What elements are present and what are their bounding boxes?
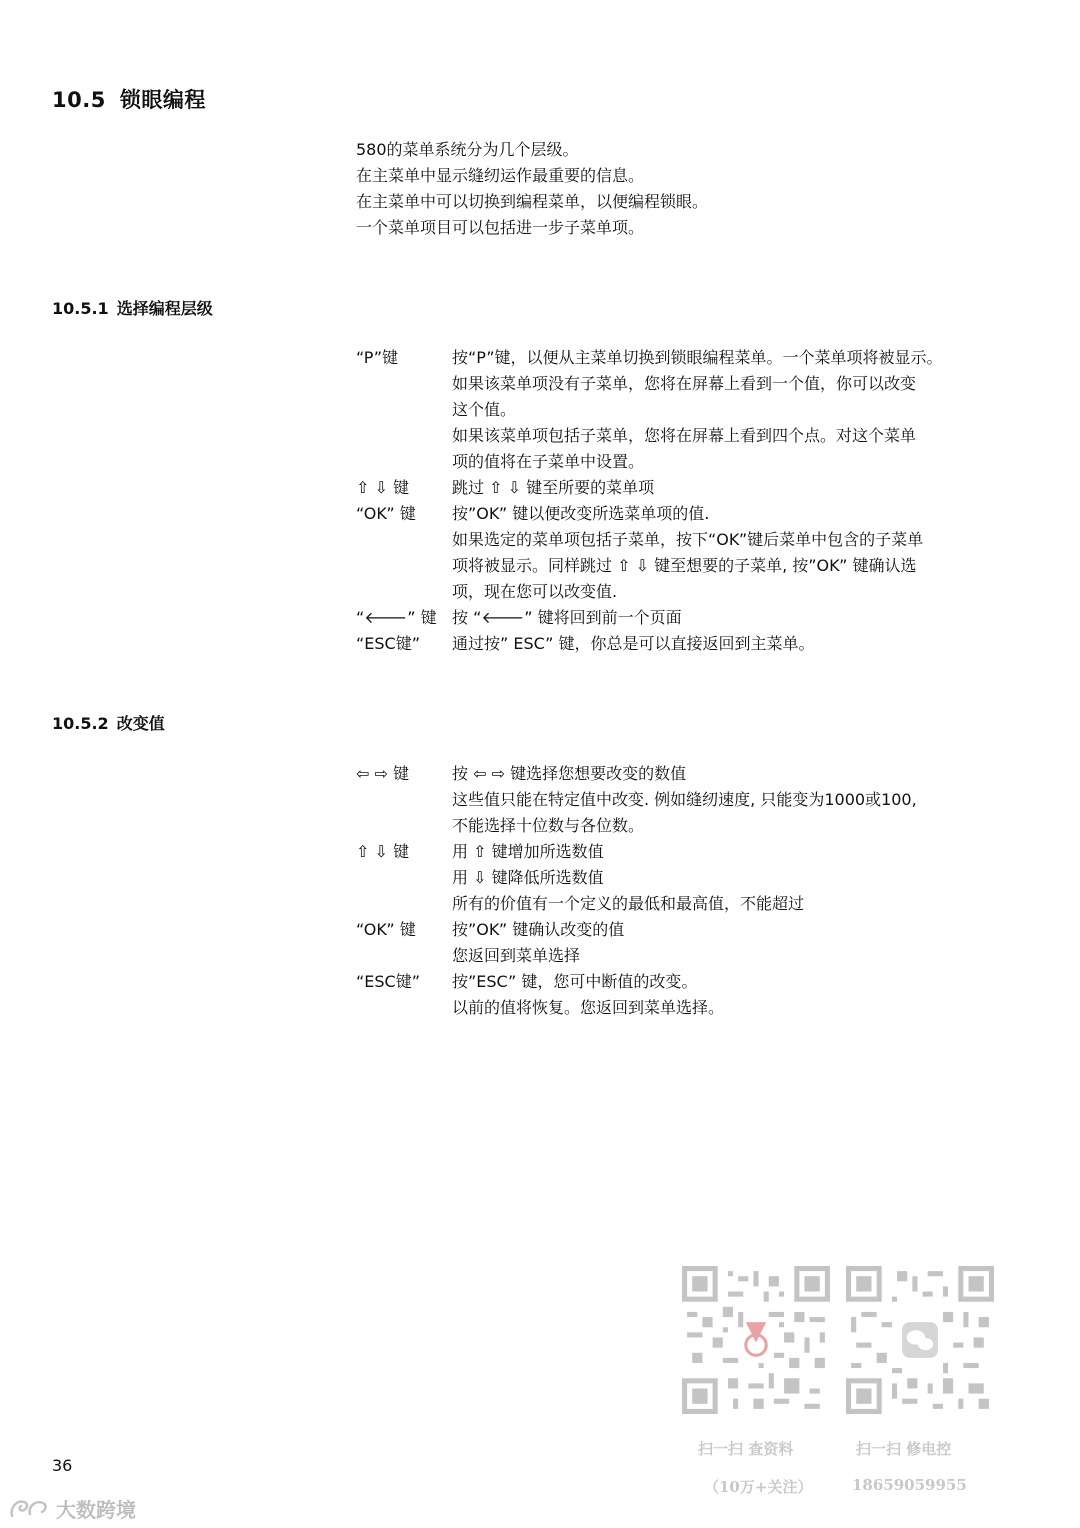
description-line: 这些值只能在特定值中改变. 例如缝纫速度, 只能变为1000或100, [452,790,917,809]
subsection-title: 改变值 [116,714,165,733]
intro-line: 一个菜单项目可以包括进一步子菜单项。 [356,218,645,237]
qr-right-phone: 18659059955 [852,1476,967,1494]
description-line: 用 ⇧ 键增加所选数值 [452,842,604,861]
key-label: “🡐” 键 [356,608,437,627]
key-row [356,761,996,839]
description-line: 这个值。 [452,400,517,419]
subsection-heading-2 [52,711,165,734]
key-row [356,605,996,631]
key-label: “OK” 键 [356,504,416,523]
watermark-text: 大数跨境 [56,1498,136,1522]
description-line: 项将被显示。同样跳过 ⇧ ⇩ 键至想要的子菜单, 按”OK” 键确认选 [452,556,917,575]
key-description [452,761,996,839]
description-line: 通过按” ESC” 键，你总是可以直接返回到主菜单。 [452,634,815,653]
key-row [356,839,996,917]
description-line: 按“P”键，以便从主菜单切换到锁眼编程菜单。一个菜单项将被显示。 [452,348,943,367]
qr-right-caption: 扫一扫 修电控 [856,1440,952,1458]
qr-code-left [682,1266,830,1414]
description-line: 您返回到菜单选择 [452,946,581,965]
key-description [452,969,996,1021]
key-table-1 [356,345,996,657]
key-row [356,917,996,969]
description-line: 如果该菜单项没有子菜单，您将在屏幕上看到一个值，你可以改变 [452,374,917,393]
key-description [452,917,996,969]
key-row [356,969,996,1021]
subsection-number: 10.5.2 [52,714,109,733]
watermark-logo-icon [8,1496,50,1522]
intro-line: 580的菜单系统分为几个层级。 [356,140,579,159]
key-description [452,839,996,917]
subsection-title: 选择编程层级 [116,299,213,318]
page-number: 36 [52,1456,73,1475]
qr-code-icon [682,1266,830,1414]
section-number: 10.5 [52,88,106,112]
qr-left-subcaption: （10万+关注） [704,1478,813,1496]
key-label: “ESC键” [356,634,421,653]
key-description [452,605,996,631]
subsection-heading-1 [52,296,213,319]
key-description [452,475,996,501]
description-line: 按”OK” 键确认改变的值 [452,920,625,939]
description-line: 跳过 ⇧ ⇩ 键至所要的菜单项 [452,478,655,497]
key-description [452,501,996,605]
key-label: ⇧ ⇩ 键 [356,842,409,861]
intro-line: 在主菜单中可以切换到编程菜单，以便编程锁眼。 [356,192,709,211]
key-label: “OK” 键 [356,920,416,939]
key-table-2 [356,761,996,1021]
watermark [8,1494,136,1523]
description-line: 所有的价值有一个定义的最低和最高值，不能超过 [452,894,805,913]
key-label: “ESC键” [356,972,421,991]
description-line: 用 ⇩ 键降低所选数值 [452,868,604,887]
key-description [452,345,996,475]
description-line: 以前的值将恢复。您返回到菜单选择。 [452,998,725,1017]
key-row [356,475,996,501]
description-line: 项的值将在子菜单中设置。 [452,452,645,471]
section-title: 锁眼编程 [119,88,206,112]
description-line: 如果该菜单项包括子菜单，您将在屏幕上看到四个点。对这个菜单 [452,426,917,445]
key-label: ⇧ ⇩ 键 [356,478,409,497]
description-line: 按”OK” 键以便改变所选菜单项的值. [452,504,710,523]
description-line: 项，现在您可以改变值. [452,582,618,601]
intro-line: 在主菜单中显示缝纫运作最重要的信息。 [356,166,645,185]
key-row [356,501,996,605]
key-row [356,631,996,657]
description-line: 如果选定的菜单项包括子菜单，按下“OK”键后菜单中包含的子菜单 [452,530,924,549]
key-label: ⇦ ⇨ 键 [356,764,409,783]
key-label: “P”键 [356,348,399,367]
description-line: 按 ⇦ ⇨ 键选择您想要改变的数值 [452,764,687,783]
qr-code-right [846,1266,994,1414]
key-row [356,345,996,475]
description-line: 按 “🡐” 键将回到前一个页面 [452,608,682,627]
qr-left-caption: 扫一扫 查资料 [698,1440,794,1458]
qr-code-icon [846,1266,994,1414]
description-line: 按”ESC” 键，您可中断值的改变。 [452,972,698,991]
section-heading [52,84,206,114]
intro-paragraph [356,137,708,241]
key-description [452,631,996,657]
subsection-number: 10.5.1 [52,299,109,318]
description-line: 不能选择十位数与各位数。 [452,816,645,835]
